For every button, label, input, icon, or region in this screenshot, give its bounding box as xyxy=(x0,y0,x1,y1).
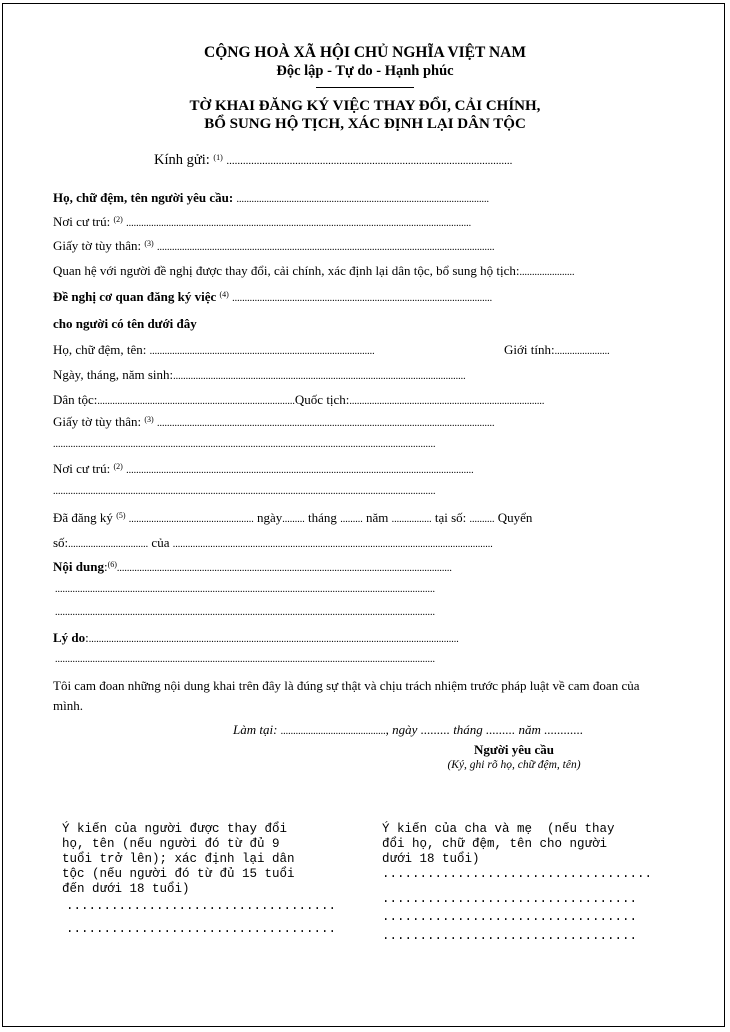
subject-gender-label: Giới tính: xyxy=(504,342,555,357)
form-title-line2: BỔ SUNG HỘ TỊCH, XÁC ĐỊNH LẠI DÂN TỘC xyxy=(204,116,526,132)
request-for-label: cho người có tên dưới đây xyxy=(53,316,197,331)
note-marker: (3) xyxy=(144,415,154,424)
at-number-label: tại số: xyxy=(434,510,467,525)
requester-residence-field[interactable]: .......................................................................................................................................... xyxy=(126,218,472,229)
at-number-field[interactable]: .......... xyxy=(469,514,495,525)
requester-id-label: Giấy tờ tùy thân: xyxy=(53,238,142,253)
book-number-label: số: xyxy=(53,535,69,550)
requester-name-field[interactable]: ..................................................................................................... xyxy=(236,194,489,205)
content-field-3[interactable]: ........................................................................................................................................................ xyxy=(55,607,435,618)
of-field[interactable]: ................................................................................................................................ xyxy=(172,539,493,550)
note-marker: (6) xyxy=(107,560,117,569)
requester-name-row xyxy=(53,190,489,206)
subject-nationality-field[interactable]: .............................................................................. xyxy=(349,396,545,407)
addressee-note: (1) xyxy=(213,153,223,162)
note-marker: (5) xyxy=(116,511,126,520)
subject-ethnic-row xyxy=(53,392,544,408)
signing-place-label: Làm tại: xyxy=(233,722,278,737)
note-marker: (2) xyxy=(113,215,123,224)
request-label: Đề nghị cơ quan đăng ký việc xyxy=(53,289,217,304)
requester-relation-row xyxy=(53,263,575,279)
note-marker: (2) xyxy=(113,462,123,471)
addressee-row xyxy=(154,152,512,169)
opinion-parents-field-3[interactable]: .................................. xyxy=(382,910,638,924)
registered-row xyxy=(53,510,532,526)
signing-place-field[interactable]: .......................................... xyxy=(280,726,386,737)
requester-relation-field[interactable]: ...................... xyxy=(519,267,575,278)
month-label: tháng xyxy=(308,510,337,525)
opinion-subject-field-2[interactable]: .................................... xyxy=(66,922,337,936)
reason-field-2[interactable]: ........................................................................................................................................................ xyxy=(55,654,435,665)
requester-relation-label: Quan hệ với người đề nghị được thay đổi, cải chính, xác định lại dân tộc, bổ sung hộ tịch: xyxy=(53,263,520,278)
subject-id-field[interactable]: ....................................................................................................................................... xyxy=(156,418,495,429)
addressee-label: Kính gửi: xyxy=(154,152,210,168)
request-agency-field[interactable]: ........................................................................................................ xyxy=(232,293,493,304)
content-field-2[interactable]: ........................................................................................................................................................ xyxy=(55,584,435,595)
subject-residence-label: Nơi cư trú: xyxy=(53,461,111,476)
of-label: của xyxy=(151,535,170,550)
reason-field[interactable]: .................................................................................................................................................... xyxy=(88,634,459,645)
subject-name-row xyxy=(53,342,375,358)
subject-nationality-label: Quốc tịch: xyxy=(294,392,350,407)
signer-note: (Ký, ghi rõ họ, chữ đệm, tên) xyxy=(447,759,581,771)
opinion-parents-field-1[interactable]: .................................... xyxy=(382,867,653,881)
subject-gender-field[interactable]: ...................... xyxy=(554,346,610,357)
subject-id-row xyxy=(53,414,494,430)
opinion-subject-field-1[interactable]: .................................... xyxy=(66,899,337,913)
addressee-field[interactable]: ........................................................................................................ xyxy=(226,155,513,167)
month-field[interactable]: ......... xyxy=(340,514,363,525)
motto: Độc lập - Tự do - Hạnh phúc xyxy=(276,63,454,79)
request-row xyxy=(53,289,492,305)
note-marker: (3) xyxy=(144,239,154,248)
day-field[interactable]: ......... xyxy=(282,514,305,525)
note-marker: (4) xyxy=(219,290,229,299)
subject-dob-row xyxy=(53,367,466,383)
registered-field[interactable]: .................................................. xyxy=(128,514,254,525)
subject-residence-row xyxy=(53,461,474,477)
pledge-line1: Tôi cam đoan những nội dung khai trên đây là đúng sự thật và chịu trách nhiệm trước pháp luật về cam đoan của xyxy=(53,678,640,693)
requester-residence-label: Nơi cư trú: xyxy=(53,214,111,229)
subject-residence-field[interactable]: ........................................................................................................................................... xyxy=(126,465,474,476)
subject-ethnic-label: Dân tộc: xyxy=(53,392,98,407)
opinion-parents-field-2[interactable]: .................................. xyxy=(382,892,638,906)
opinion-parents-field-4[interactable]: .................................. xyxy=(382,929,638,943)
subject-dob-field[interactable]: ..................................................................................................................... xyxy=(173,371,466,382)
subject-name-label: Họ, chữ đệm, tên: xyxy=(53,342,147,357)
requester-name-label: Họ, chữ đệm, tên người yêu cầu: xyxy=(53,190,234,205)
book-number-field[interactable]: ................................ xyxy=(68,539,149,550)
registered-row-2 xyxy=(53,535,493,551)
subject-residence-field-2[interactable]: ......................................................................................................................................................... xyxy=(53,486,436,497)
content-label: Nội dung xyxy=(53,559,104,574)
opinion-parents-text: Ý kiến của cha và mẹ (nếu thay đổi họ, chữ đệm, tên cho người dưới 18 tuổi) xyxy=(382,822,615,866)
requester-id-field[interactable]: ....................................................................................................................................... xyxy=(156,242,495,253)
reason-row: Lý do:.................................................................................................................................................... xyxy=(53,630,459,645)
signing-date[interactable]: , ngày ......... tháng ......... năm ............ xyxy=(385,722,584,737)
subject-name-field[interactable]: .......................................................................................... xyxy=(149,346,375,357)
signing-place-row xyxy=(233,722,583,738)
subject-dob-label: Ngày, tháng, năm sinh: xyxy=(53,367,174,382)
subject-id-field-2[interactable]: ......................................................................................................................................................... xyxy=(53,439,436,450)
subject-id-label: Giấy tờ tùy thân: xyxy=(53,414,142,429)
book-label: Quyển xyxy=(497,510,533,525)
subject-ethnic-field[interactable]: ............................................................................... xyxy=(97,396,295,407)
year-field[interactable]: ................ xyxy=(391,514,432,525)
content-row: Nội dung:$^{(6)}$...................................................................................................................................... xyxy=(53,559,452,574)
requester-residence-row xyxy=(53,214,471,230)
country-header: CỘNG HOÀ XÃ HỘI CHỦ NGHĨA VIỆT NAM xyxy=(204,44,526,61)
year-label: năm xyxy=(365,510,389,525)
pledge-line2: mình. xyxy=(53,698,83,713)
content-field[interactable]: ...................................................................................................................................... xyxy=(116,563,452,574)
registered-label: Đã đăng ký xyxy=(53,510,113,525)
reason-label: Lý do xyxy=(53,630,86,645)
subject-gender-row xyxy=(504,342,610,358)
requester-id-row xyxy=(53,238,494,254)
signer-title: Người yêu cầu xyxy=(474,742,554,757)
form-title-line1: TỜ KHAI ĐĂNG KÝ VIỆC THAY ĐỔI, CẢI CHÍNH, xyxy=(189,98,541,114)
motto-underline xyxy=(316,87,414,88)
day-label: ngày xyxy=(257,510,283,525)
opinion-subject-text: Ý kiến của người được thay đổi họ, tên (nếu người đó từ đủ 9 tuổi trở lên); xác định lại dân tộc (nếu người đó từ đủ 15 tuổi đến dưới 18 tuổi) xyxy=(62,822,295,896)
